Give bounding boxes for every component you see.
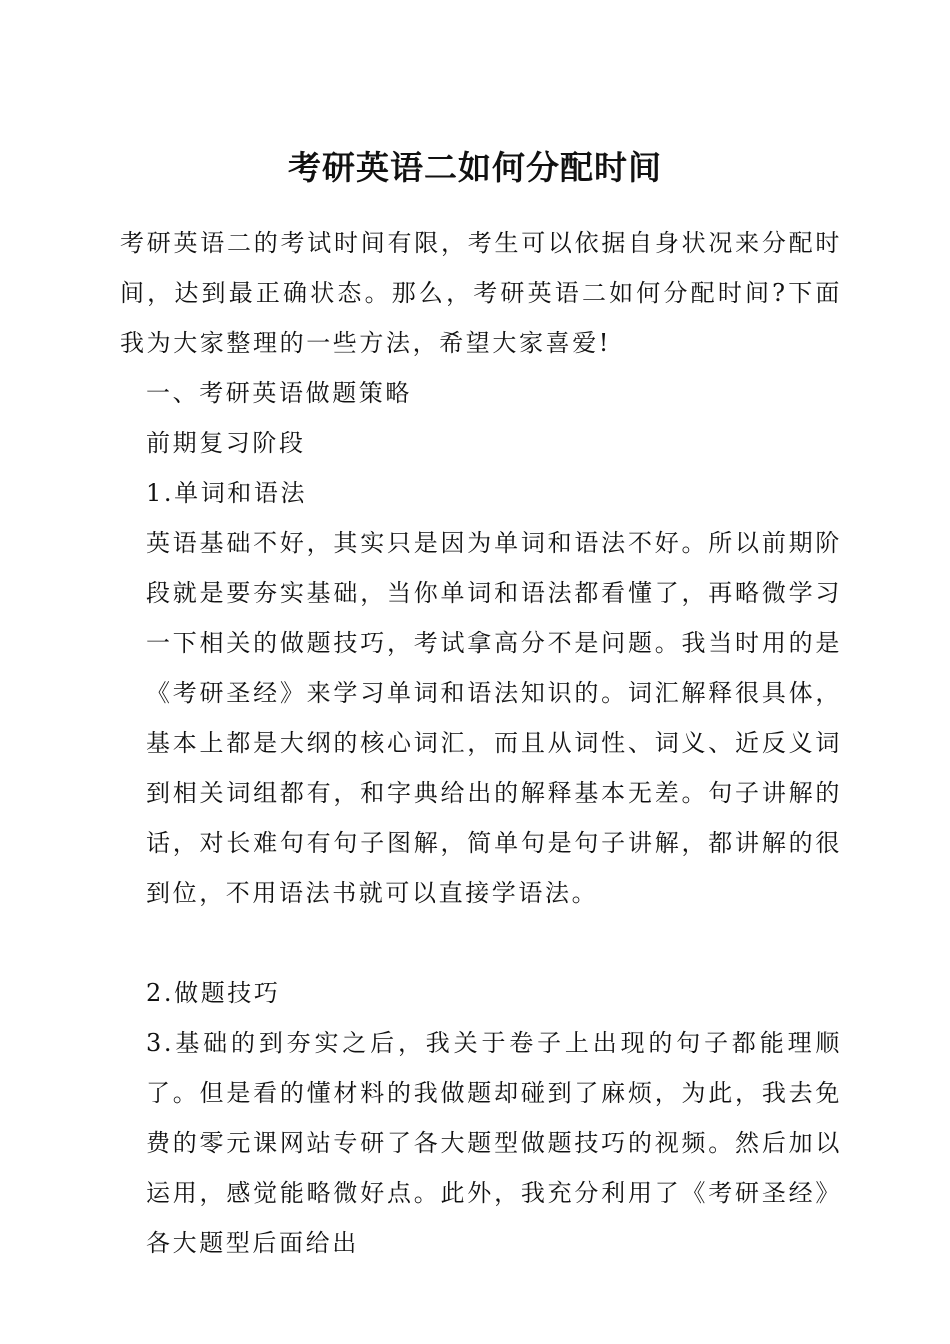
subsection-heading: 前期复习阶段 (146, 429, 306, 457)
item-heading-techniques: 2.做题技巧 (146, 979, 281, 1007)
techniques-paragraph: 3.基础的到夯实之后，我关于卷子上出现的句子都能理顺了。但是看的懂材料的我做题却碰到了麻烦，为此，我去免费的零元课网站专研了各大题型做题技巧的视频。然后加以运用，感觉能略微好点。此外，我充分利用了《考研圣经》各大题型后面给出 (146, 1029, 842, 1257)
document-title: 考研英语二如何分配时间 (288, 148, 662, 187)
vocab-grammar-paragraph: 英语基础不好，其实只是因为单词和语法不好。所以前期阶段就是要夯实基础，当你单词和语法都看懂了，再略微学习一下相关的做题技巧，考试拿高分不是问题。我当时用的是《考研圣经》来学习单词和语法知识的。词汇解释很具体，基本上都是大纲的核心词汇，而且从词性、词义、近反义词到相关词组都有，和字典给出的解释基本无差。句子讲解的话，对长难句有句子图解，简单句是句子讲解，都讲解的很到位，不用语法书就可以直接学语法。 (146, 529, 842, 907)
document-body (120, 218, 842, 1268)
intro-paragraph: 考研英语二的考试时间有限，考生可以依据自身状况来分配时间，达到最正确状态。那么，考研英语二如何分配时间?下面我为大家整理的一些方法，希望大家喜爱! (120, 229, 842, 357)
paragraph-spacer (120, 918, 842, 968)
item-heading-vocab-grammar: 1.单词和语法 (146, 479, 308, 507)
section-heading: 一、考研英语做题策略 (146, 379, 412, 407)
